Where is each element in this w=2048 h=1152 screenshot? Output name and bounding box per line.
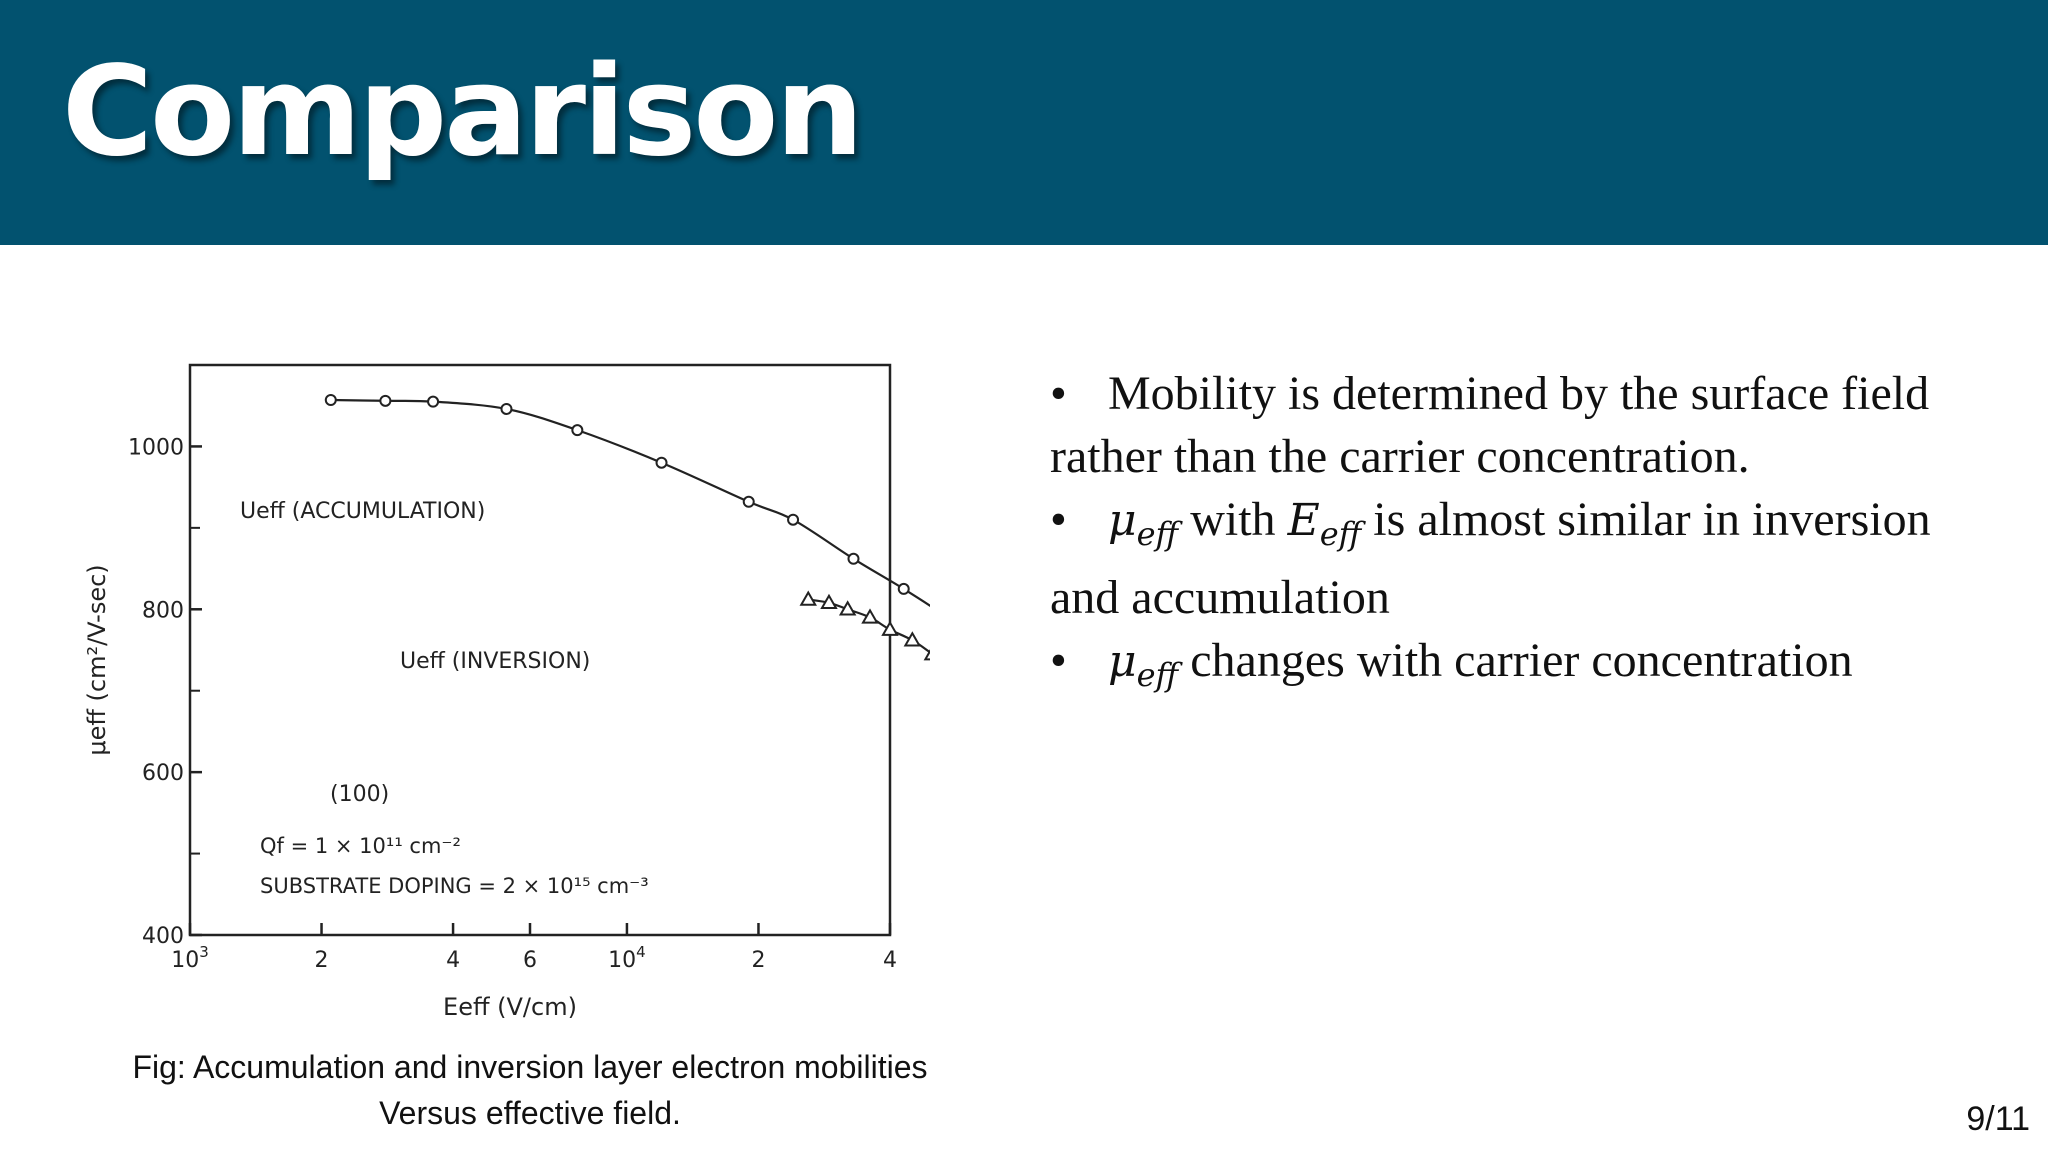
- title-bar: [0, 0, 2048, 245]
- x-axis: [171, 923, 897, 973]
- inversion-point: [801, 593, 815, 605]
- bullet-text: with: [1178, 493, 1288, 546]
- y-tick-label: 800: [142, 598, 184, 624]
- caption-line-2: Versus effective field.: [379, 1095, 681, 1131]
- accumulation-point: [744, 497, 754, 507]
- accumulation-fit-curve: [331, 400, 930, 858]
- accumulation-point: [572, 425, 582, 435]
- y-tick-label: 1000: [128, 435, 184, 461]
- bullet-text-continued: and accumulation: [1050, 571, 1390, 624]
- mu-symbol: $\mu_{eff}$: [1108, 636, 1179, 694]
- x-axis-label: Eeff (V/cm): [443, 993, 577, 1021]
- bullet-item: [1050, 488, 2040, 629]
- accumulation-series-label: Ueff (ACCUMULATION): [240, 499, 486, 524]
- mobility-chart: [70, 355, 930, 1035]
- bullet-text: changes with carrier concentration: [1178, 634, 1853, 687]
- bullet-text: Mobility is determined by the surface field: [1108, 367, 1930, 420]
- inversion-series-label: Ueff (INVERSION): [400, 649, 591, 674]
- accumulation-point: [428, 397, 438, 407]
- accumulation-point: [326, 395, 336, 405]
- page-number: 9/11: [1966, 1100, 2030, 1138]
- x-tick-label: 2: [751, 948, 766, 973]
- accumulation-point: [788, 515, 798, 525]
- slide-title: Comparison: [62, 40, 861, 184]
- y-tick-label: 600: [142, 761, 184, 787]
- mobility-chart-svg: [70, 355, 930, 1035]
- inversion-point: [883, 623, 897, 635]
- bullet-item: [1050, 629, 2040, 707]
- mu-symbol: $\mu_{eff}$: [1108, 495, 1179, 553]
- bullet-text: is almost similar in inversion: [1361, 493, 1931, 546]
- data-points: [326, 395, 930, 867]
- doping-annotation: SUBSTRATE DOPING = 2 × 10¹⁵ cm⁻³: [260, 874, 649, 898]
- bullet-list: [1050, 362, 2040, 707]
- accumulation-point: [899, 584, 909, 594]
- bullet-dot: •: [1050, 493, 1067, 546]
- bullet-text-continued: rather than the carrier concentration.: [1050, 430, 1750, 483]
- x-tick-label: 2: [314, 948, 329, 973]
- accumulation-point: [657, 458, 667, 468]
- accumulation-point: [848, 554, 858, 564]
- x-tick-label: 6: [523, 948, 538, 973]
- inversion-point: [905, 633, 919, 645]
- orientation-annotation: (100): [330, 782, 390, 807]
- x-tick-label: $10^4$: [608, 943, 646, 973]
- caption-line-1: Fig: Accumulation and inversion layer electron mobilities: [132, 1049, 928, 1085]
- y-axis-label: μeff (cm²/V-sec): [83, 564, 111, 756]
- x-tick-label: 4: [883, 948, 897, 973]
- y-tick-label: 400: [142, 924, 184, 949]
- accumulation-point: [380, 396, 390, 406]
- accumulation-point: [501, 404, 511, 414]
- figure-caption: [40, 1044, 1020, 1136]
- bullet-dot: •: [1050, 367, 1067, 420]
- inversion-point: [863, 610, 877, 622]
- bullet-item: [1050, 362, 2040, 488]
- qf-annotation: Qf = 1 × 10¹¹ cm⁻²: [260, 834, 461, 858]
- bullet-dot: •: [1050, 634, 1067, 687]
- x-tick-label: $10^3$: [171, 943, 209, 973]
- e-field-symbol: $E_{eff}$: [1287, 495, 1362, 553]
- x-tick-label: 4: [446, 948, 461, 973]
